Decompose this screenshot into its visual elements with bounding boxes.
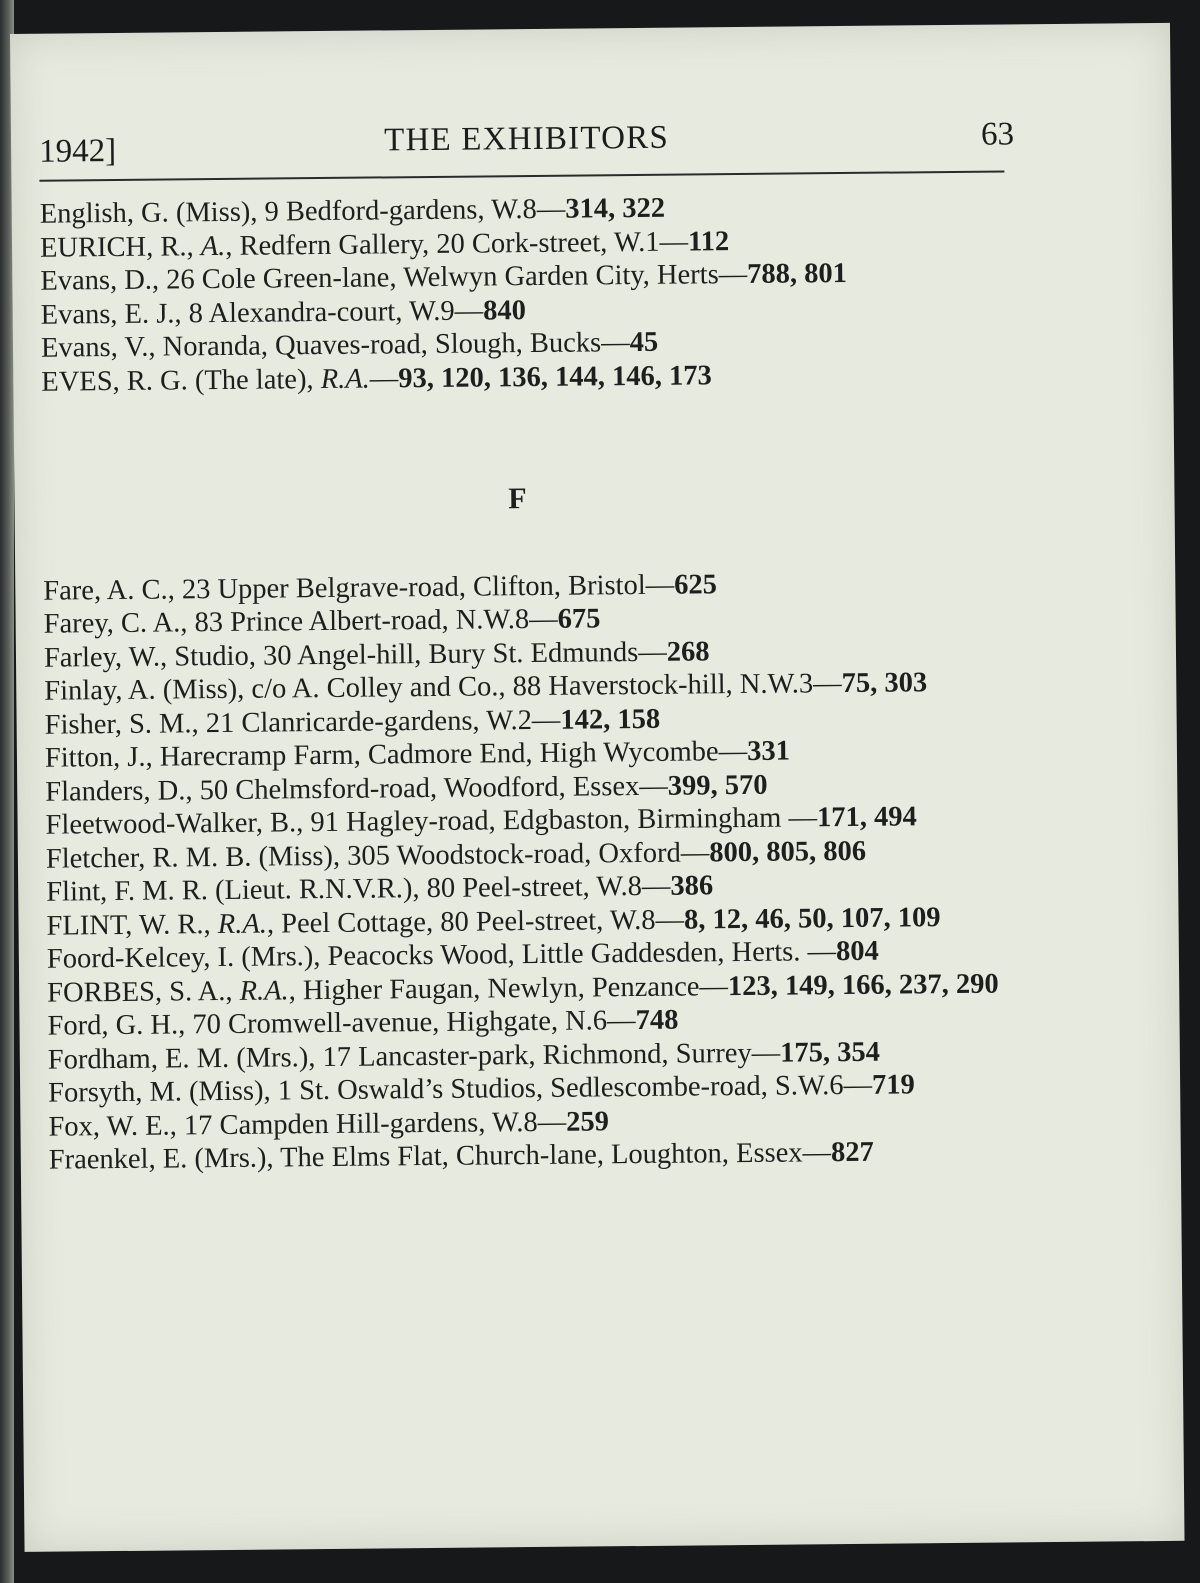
list-item: Foord-Kelcey, I. (Mrs.), Peacocks Wood, Little Gaddesden, Herts. —804 bbox=[46, 935, 879, 975]
list-item: Fleetwood-Walker, B., 91 Hagley-road, Edgbaston, Birmingham —171, 494 bbox=[45, 801, 917, 841]
exhibitor-list bbox=[40, 188, 1039, 1177]
list-item: English, G. (Miss), 9 Bedford-gardens, W.8—314, 322 bbox=[39, 192, 666, 230]
list-item: FORBES, S. A., R.A., Higher Faugan, Newlyn, Penzance—123, 149, 166, 237, 290 bbox=[47, 968, 999, 1009]
list-item: Flanders, D., 50 Chelmsford-road, Woodford, Essex—399, 570 bbox=[45, 769, 768, 808]
list-item: EURICH, R., A., Redfern Gallery, 20 Cork-street, W.1—112 bbox=[39, 225, 730, 264]
list-item: Fisher, S. M., 21 Clanricarde-gardens, W.2—142, 158 bbox=[44, 703, 661, 741]
list-item: Evans, D., 26 Cole Green-lane, Welwyn Garden City, Herts—788, 801 bbox=[40, 257, 848, 297]
list-item: EVES, R. G. (The late), R.A.—93, 120, 136, 144, 146, 173 bbox=[41, 359, 712, 398]
page-number: 63 bbox=[980, 116, 1015, 153]
list-item: Fitton, J., Harecramp Farm, Cadmore End, High Wycombe—331 bbox=[44, 735, 791, 774]
list-item: Fletcher, R. M. B. (Miss), 305 Woodstock-road, Oxford—800, 805, 806 bbox=[45, 835, 867, 875]
list-item: Evans, V., Noranda, Quaves-road, Slough, Bucks—45 bbox=[40, 326, 659, 364]
list-item: FLINT, W. R., R.A., Peel Cottage, 80 Peel-street, W.8—8, 12, 46, 50, 107, 109 bbox=[46, 901, 941, 942]
list-item: Forsyth, M. (Miss), 1 St. Oswald’s Studios, Sedlescombe-road, S.W.6—719 bbox=[48, 1069, 915, 1109]
list-item: Farey, C. A., 83 Prince Albert-road, N.W.8—675 bbox=[43, 603, 601, 640]
list-item: Evans, E. J., 8 Alexandra-court, W.9—840 bbox=[40, 294, 527, 331]
running-header bbox=[39, 116, 1014, 171]
list-item: Fordham, E. M. (Mrs.), 17 Lancaster-park, Richmond, Surrey—175, 354 bbox=[47, 1036, 881, 1076]
list-item: Flint, F. M. R. (Lieut. R.N.V.R.), 80 Peel-street, W.8—386 bbox=[46, 870, 714, 908]
header-rule bbox=[39, 170, 1004, 181]
page-title: THE EXHIBITORS bbox=[383, 119, 670, 159]
book-page bbox=[10, 23, 1185, 1552]
list-item: Finlay, A. (Miss), c/o A. Colley and Co., 88 Haverstock-hill, N.W.3—75, 303 bbox=[44, 667, 928, 707]
list-item: Fare, A. C., 23 Upper Belgrave-road, Clifton, Bristol—625 bbox=[43, 568, 718, 607]
list-item: Fox, W. E., 17 Campden Hill-gardens, W.8—259 bbox=[48, 1105, 610, 1143]
list-item: Farley, W., Studio, 30 Angel-hill, Bury St. Edmunds—268 bbox=[43, 635, 710, 674]
section-heading: F bbox=[508, 482, 527, 516]
header-year: 1942] bbox=[38, 132, 117, 170]
list-item: Ford, G. H., 70 Cromwell-avenue, Highgate, N.6—748 bbox=[47, 1004, 679, 1042]
list-item: Fraenkel, E. (Mrs.), The Elms Flat, Church-lane, Loughton, Essex—827 bbox=[48, 1136, 874, 1176]
